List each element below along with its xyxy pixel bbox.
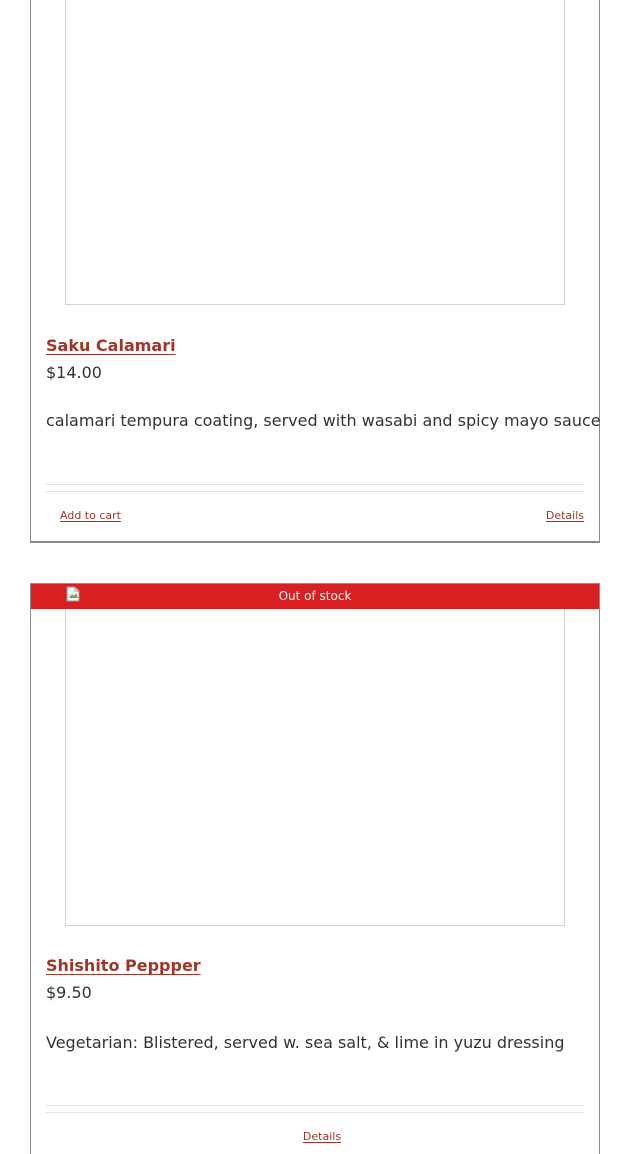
product-image[interactable] <box>65 584 565 926</box>
product-image[interactable] <box>65 0 565 305</box>
out-of-stock-badge: Out of stock <box>31 584 599 609</box>
product-price: $14.00 <box>46 363 102 382</box>
product-card <box>30 583 600 1154</box>
details-link[interactable]: Details <box>545 509 584 522</box>
divider <box>46 1112 584 1113</box>
add-to-cart-link[interactable]: Add to cart <box>60 509 121 522</box>
product-description: calamari tempura coating, served with wasabi and spicy mayo sauce <box>46 411 601 430</box>
divider <box>46 484 584 485</box>
product-price: $9.50 <box>46 983 92 1002</box>
product-card <box>30 0 600 543</box>
product-title-link[interactable]: Saku Calamari <box>46 336 176 355</box>
divider <box>46 491 584 492</box>
details-link[interactable]: Details <box>302 1130 342 1143</box>
broken-image-icon <box>65 586 81 602</box>
product-description: Vegetarian: Blistered, served w. sea salt, & lime in yuzu dressing <box>46 1033 565 1052</box>
product-title-link[interactable]: Shishito Peppper <box>46 956 201 975</box>
divider <box>46 1105 584 1106</box>
